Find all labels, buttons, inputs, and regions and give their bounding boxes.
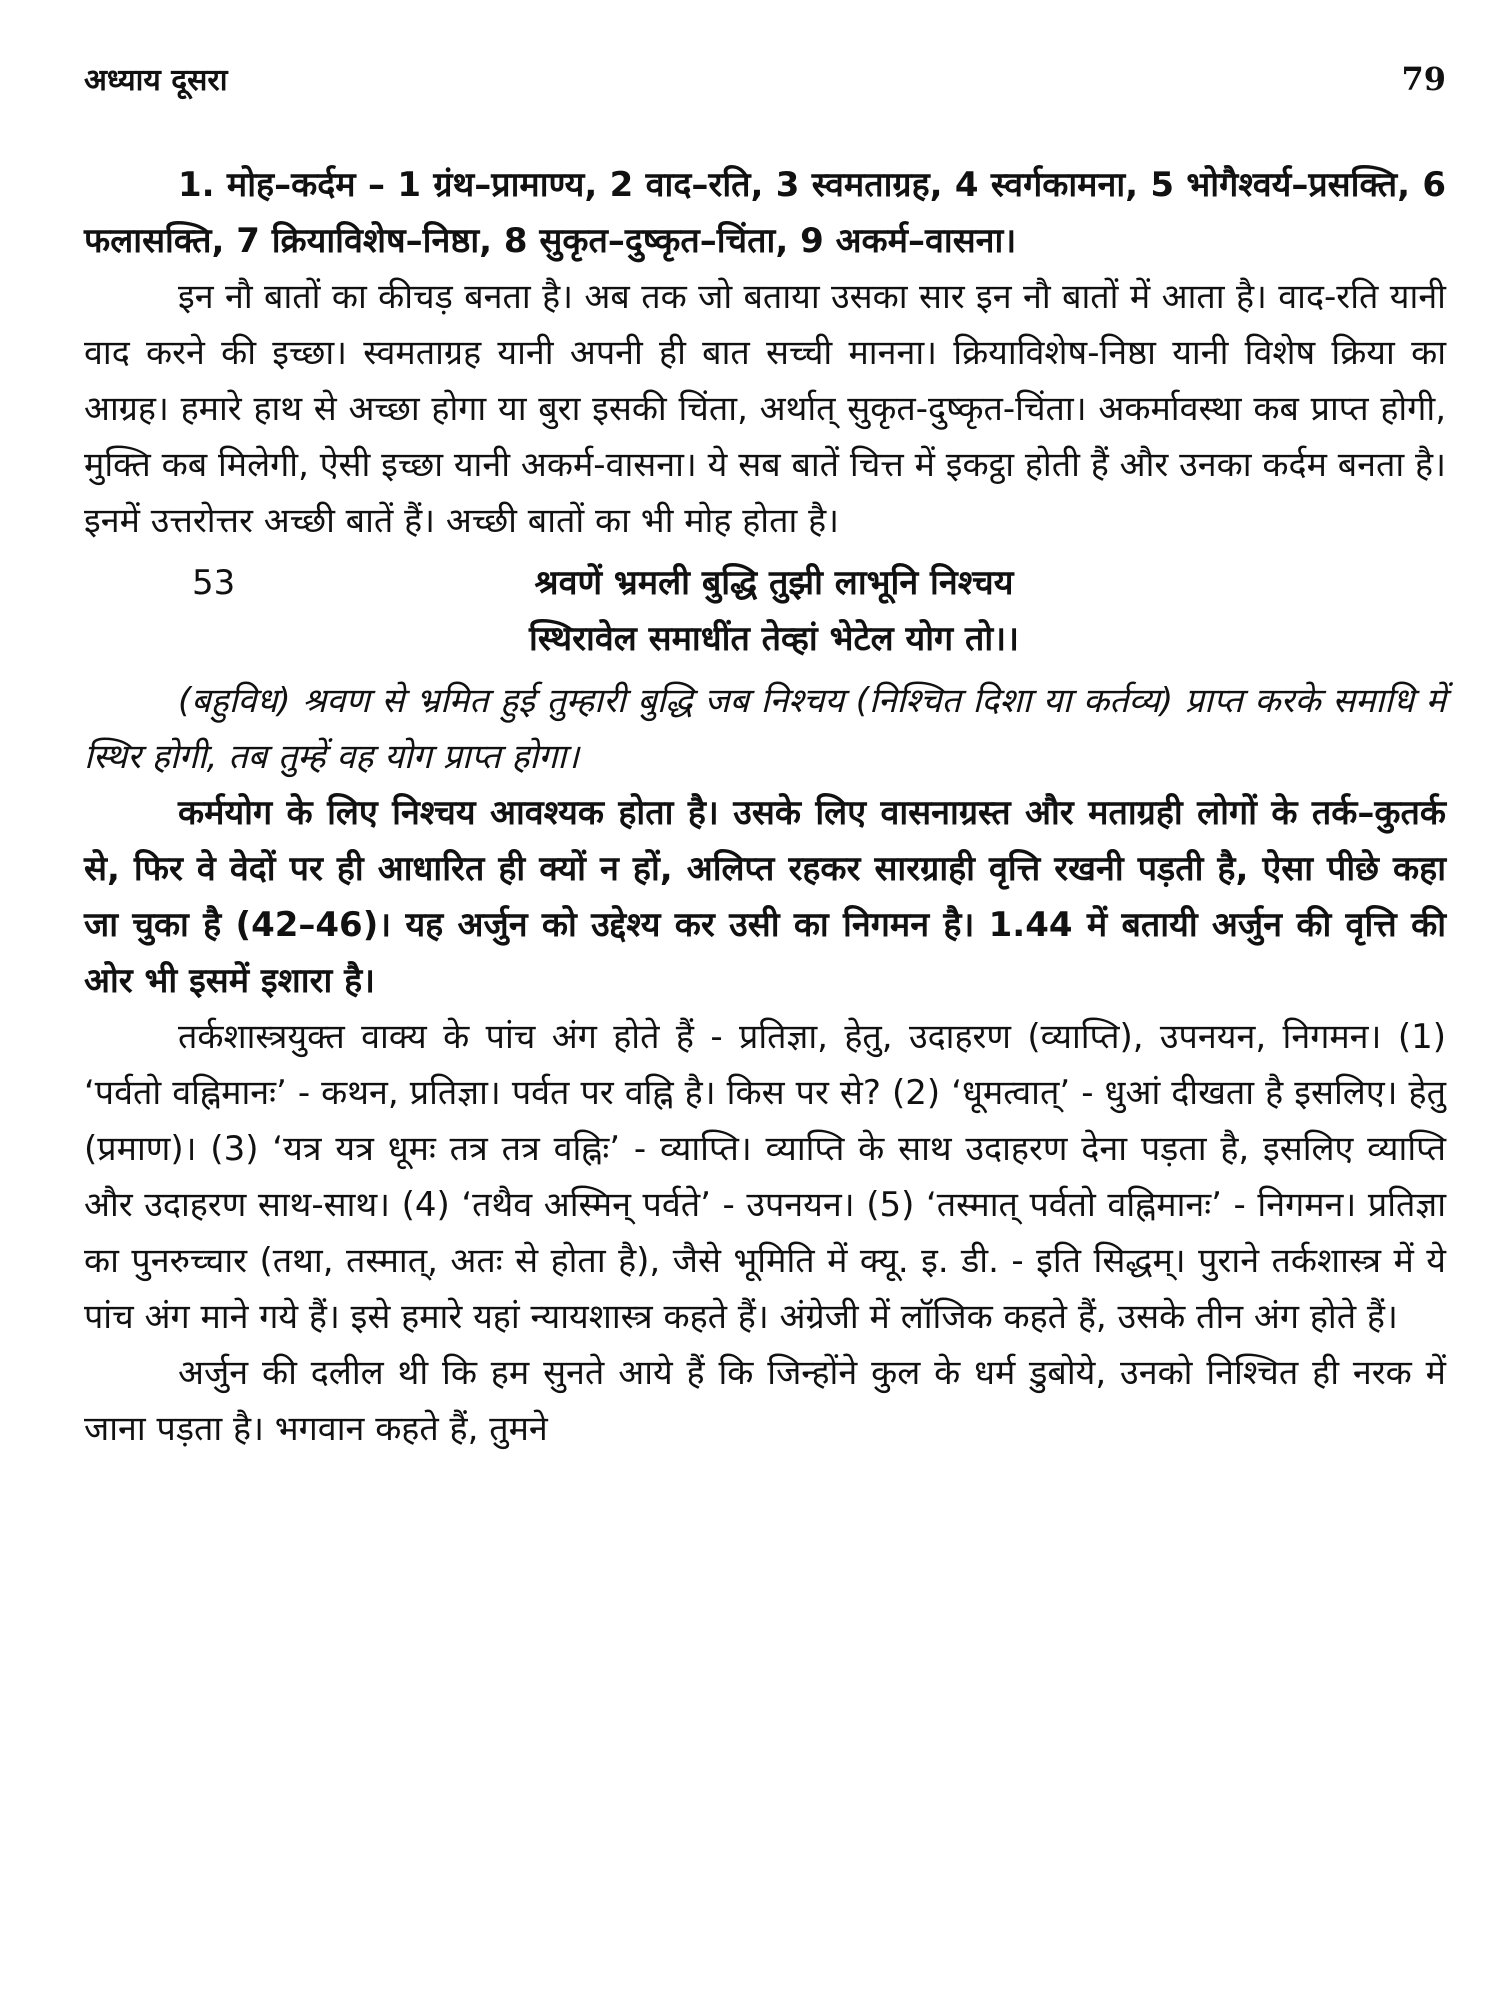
verse-block	[84, 555, 1446, 667]
logic-paragraph: तर्कशास्त्रयुक्त वाक्य के पांच अंग होते हैं - प्रतिज्ञा, हेतु, उदाहरण (व्याप्ति), उपनयन, निगमन। (1) ‘पर्वतो वह्निमानः’ - कथन, प्रतिज्ञा। पर्वत पर वह्नि है। किस पर से? (2) ‘धूमत्वात्’ - धुआं दीखता है इसलिए। हेतु (प्रमाण)। (3) ‘यत्र यत्र धूमः तत्र तत्र वह्निः’ - व्याप्ति। व्याप्ति के साथ उदाहरण देना पड़ता है, इसलिए व्याप्ति और उदाहरण साथ-साथ। (4) ‘तथैव अस्मिन् पर्वते’ - उपनयन। (5) ‘तस्मात् पर्वतो वह्निमानः’ - निगमन। प्रतिज्ञा का पुनरुच्चार (तथा, तस्मात्, अतः से होता है), जैसे भूमिति में क्यू. इ. डी. - इति सिद्धम्। पुराने तर्कशास्त्र में ये पांच अंग माने गये हैं। इसे हमारे यहां न्यायशास्त्र कहते हैं। अंग्रेजी में लॉजिक कहते हैं, उसके तीन अंग होते हैं।	[84, 1017, 1446, 1337]
closing-paragraph: अर्जुन की दलील थी कि हम सुनते आये हैं कि जिन्होंने कुल के धर्म डुबोये, उनको निश्चित ही नरक में जाना पड़ता है। भगवान कहते हैं, तुमने	[84, 1353, 1446, 1449]
page-number: 79	[1401, 60, 1446, 98]
verse-line-1: श्रवणें भ्रमली बुद्धि तुझी लाभूनि निश्चय	[534, 563, 1014, 603]
book-page	[84, 58, 1446, 1457]
moha-kardam-list: 1. मोह–कर्दम – 1 ग्रंथ–प्रामाण्य, 2 वाद–रति, 3 स्वमताग्रह, 4 स्वर्गकामना, 5 भोगैश्वर्य–प्रसक्ति, 6 फलासक्ति, 7 क्रियाविशेष–निष्ठा, 8 सुकृत–दुष्कृत–चिंता, 9 अकर्म–वासना।	[84, 165, 1446, 261]
verse-translation: (बहुविध) श्रवण से भ्रमित हुई तुम्हारी बुद्धि जब निश्चय (निश्चित दिशा या कर्तव्य) प्राप्त करके समाधि में स्थिर होगी, तब तुम्हें वह योग प्राप्त होगा।	[84, 681, 1446, 777]
verse-line-2: स्थिरावेल समाधींत तेव्हां भेटेल योग तो।।	[529, 619, 1019, 659]
verse-number: 53	[192, 563, 236, 603]
explanation-paragraph: इन नौ बातों का कीचड़ बनता है। अब तक जो बताया उसका सार इन नौ बातों में आता है। वाद-रति यानी वाद करने की इच्छा। स्वमताग्रह यानी अपनी ही बात सच्ची मानना। क्रियाविशेष-निष्ठा यानी विशेष क्रिया का आग्रह। हमारे हाथ से अच्छा होगा या बुरा इसकी चिंता, अर्थात् सुकृत-दुष्कृत-चिंता। अकर्मावस्था कब प्राप्त होगी, मुक्ति कब मिलेगी, ऐसी इच्छा यानी अकर्म-वासना। ये सब बातें चित्त में इकट्ठा होती हैं और उनका कर्दम बनता है। इनमें उत्तरोत्तर अच्छी बातें हैं। अच्छी बातों का भी मोह होता है।	[84, 277, 1446, 541]
chapter-title: अध्याय दूसरा	[84, 63, 228, 98]
commentary-paragraph: कर्मयोग के लिए निश्चय आवश्यक होता है। उसके लिए वासनाग्रस्त और मताग्रही लोगों के तर्क–कुतर्क से, फिर वे वेदों पर ही आधारित ही क्यों न हों, अलिप्त रहकर सारग्राही वृत्ति रखनी पड़ती है, ऐसा पीछे कहा जा चुका है (42–46)। यह अर्जुन को उद्देश्य कर उसी का निगमन है। 1.44 में बतायी अर्जुन की वृत्ति की ओर भी इसमें इशारा है।	[84, 793, 1446, 1001]
verse-lines	[424, 555, 1124, 667]
page-header	[84, 58, 1446, 99]
